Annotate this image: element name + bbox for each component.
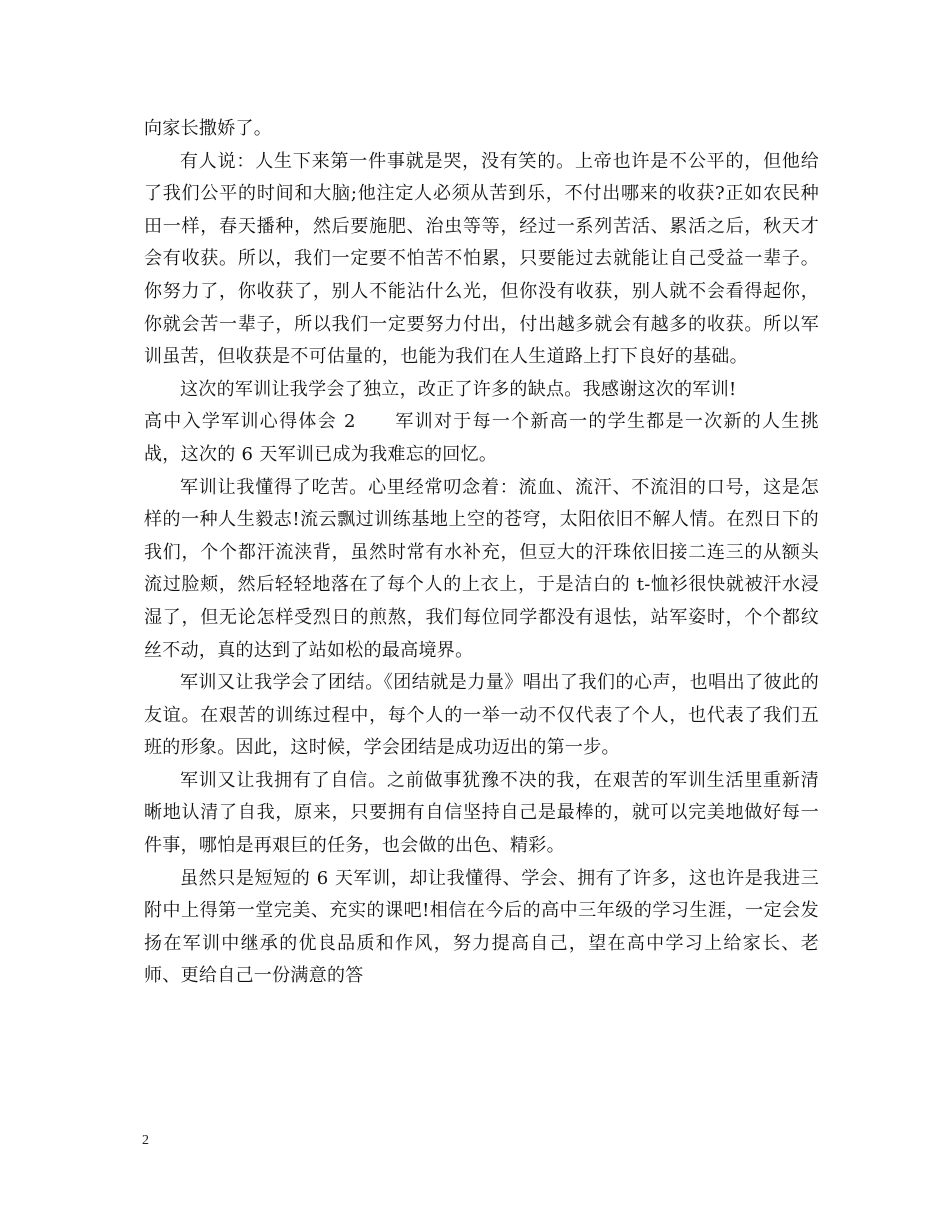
paragraph-6: 军训又让我学会了团结。《团结就是力量》唱出了我们的心声，也唱出了彼此的友谊。在艰苦的训练过程中，每个人的一举一动不仅代表了个人，也代表了我们五班的形象。因此，这时候，学会团结是成功迈出的第一步。: [144, 672, 819, 759]
document-body: [144, 113, 819, 993]
paragraph-2: 有人说：人生下来第一件事就是哭，没有笑的。上帝也许是不公平的，但他给了我们公平的时间和大脑;他注定人必须从苦到乐，不付出哪来的收获?正如农民种田一样，春天播种，然后要施肥、治虫等等，经过一系列苦活、累活之后，秋天才会有收获。所以，我们一定要不怕苦不怕累，只要能过去就能让自己受益一辈子。你努力了，你收获了，别人不能沾什么光，但你没有收获，别人就不会看得起你，你就会苦一辈子，所以我们一定要努力付出，付出越多就会有越多的收获。所以军训虽苦，但收获是不可估量的，也能为我们在人生道路上打下良好的基础。: [144, 150, 819, 368]
paragraph-4: 高中入学军训心得体会 2 军训对于每一个新高一的学生都是一次新的人生挑战，这次的 6 天军训已成为我难忘的回忆。: [144, 411, 819, 465]
page-number: 2: [142, 1133, 149, 1148]
paragraph-3: 这次的军训让我学会了独立，改正了许多的缺点。我感谢这次的军训!: [180, 378, 737, 400]
paragraph-1: 向家长撒娇了。: [144, 118, 273, 139]
paragraph-5: 军训让我懂得了吃苦。心里经常叨念着：流血、流汗、不流泪的口号，这是怎样的一种人生毅志!流云飘过训练基地上空的苍穹，太阳依旧不解人情。在烈日下的我们，个个都汗流浃背，虽然时常有水补充，但豆大的汗珠依旧接二连三的从额头流过脸颊，然后轻轻地落在了每个人的上衣上，于是洁白的 t-恤衫很快就被汗水浸湿了，但无论怎样受烈日的煎熬，我们每位同学都没有退怯，站军姿时，个个都纹丝不动，真的达到了站如松的最高境界。: [144, 476, 819, 661]
paragraph-8: 虽然只是短短的 6 天军训，却让我懂得、学会、拥有了许多，这也许是我进三附中上得第一堂完美、充实的课吧!相信在今后的高中三年级的学习生涯，一定会发扬在军训中继承的优良品质和作风，努力提高自己，望在高中学习上给家长、老师、更给自己一份满意的答: [144, 867, 819, 987]
paragraph-7: 军训又让我拥有了自信。之前做事犹豫不决的我，在艰苦的军训生活里重新清晰地认清了自我，原来，只要拥有自信坚持自己是最棒的，就可以完美地做好每一件事，哪怕是再艰巨的任务，也会做的出色、精彩。: [144, 769, 819, 857]
